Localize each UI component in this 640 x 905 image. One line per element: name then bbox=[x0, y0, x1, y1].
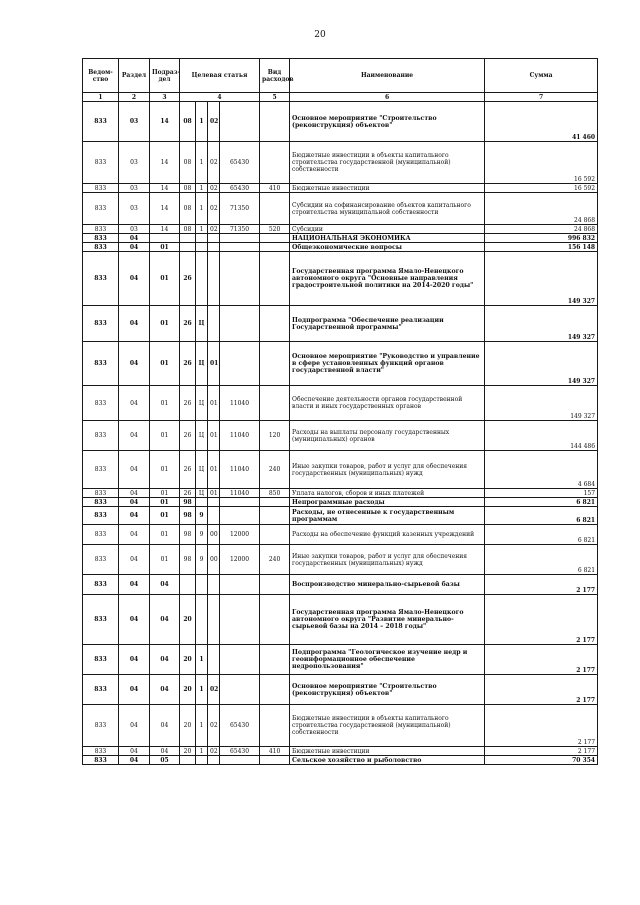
cell-name: Непрограммные расходы bbox=[290, 498, 485, 507]
cell-sum: 24 868 bbox=[485, 193, 598, 225]
cell-vid bbox=[260, 498, 290, 507]
cell-vedomstvo: 833 bbox=[83, 386, 119, 421]
cell-sum: 6 821 bbox=[485, 507, 598, 525]
cell-podrazdel: 04 bbox=[150, 747, 180, 756]
cell-sum: 4 684 bbox=[485, 451, 598, 489]
cell-razdel: 03 bbox=[119, 193, 150, 225]
cell-celevaya-2: 1 bbox=[196, 705, 208, 747]
cell-celevaya-1: 98 bbox=[180, 525, 196, 545]
cell-celevaya-4 bbox=[220, 675, 260, 705]
cell-vid: 850 bbox=[260, 489, 290, 498]
cell-vid bbox=[260, 142, 290, 184]
table-row bbox=[83, 225, 598, 234]
cell-name: Бюджетные инвестиции в объекты капитального строительства государственной (муниципальной) собственности bbox=[290, 142, 485, 184]
cell-celevaya-4: 11040 bbox=[220, 421, 260, 451]
cell-celevaya-1: 26 bbox=[180, 342, 196, 386]
cell-sum: 24 868 bbox=[485, 225, 598, 234]
cell-razdel: 04 bbox=[119, 645, 150, 675]
cell-name: Подпрограмма "Геологическое изучение недр и геоинформационное обеспечение недропользования" bbox=[290, 645, 485, 675]
cell-vedomstvo: 833 bbox=[83, 489, 119, 498]
cell-razdel: 04 bbox=[119, 545, 150, 575]
cell-razdel: 04 bbox=[119, 575, 150, 595]
cell-sum: 149 327 bbox=[485, 252, 598, 306]
table-row bbox=[83, 306, 598, 342]
cell-vid bbox=[260, 102, 290, 142]
cell-celevaya-1: 08 bbox=[180, 193, 196, 225]
cell-razdel: 04 bbox=[119, 595, 150, 645]
cell-celevaya-2 bbox=[196, 595, 208, 645]
cell-razdel: 04 bbox=[119, 525, 150, 545]
cell-vid bbox=[260, 595, 290, 645]
cell-razdel: 03 bbox=[119, 142, 150, 184]
col-number: 1 bbox=[83, 93, 119, 102]
cell-razdel: 04 bbox=[119, 252, 150, 306]
cell-razdel: 04 bbox=[119, 705, 150, 747]
cell-celevaya-2 bbox=[196, 234, 208, 243]
cell-sum: 6 821 bbox=[485, 545, 598, 575]
cell-sum: 2 177 bbox=[485, 675, 598, 705]
cell-vedomstvo: 833 bbox=[83, 193, 119, 225]
cell-celevaya-3: 02 bbox=[208, 225, 220, 234]
cell-podrazdel: 01 bbox=[150, 507, 180, 525]
cell-sum: 149 327 bbox=[485, 386, 598, 421]
table-row bbox=[83, 575, 598, 595]
col-number: 4 bbox=[180, 93, 260, 102]
cell-podrazdel: 01 bbox=[150, 342, 180, 386]
cell-name: Иные закупки товаров, работ и услуг для обеспечения государственных (муниципальных) нужд bbox=[290, 451, 485, 489]
cell-celevaya-4 bbox=[220, 243, 260, 252]
cell-celevaya-1: 20 bbox=[180, 595, 196, 645]
table-row bbox=[83, 184, 598, 193]
cell-vid bbox=[260, 234, 290, 243]
cell-vedomstvo: 833 bbox=[83, 545, 119, 575]
cell-podrazdel: 14 bbox=[150, 102, 180, 142]
cell-vedomstvo: 833 bbox=[83, 342, 119, 386]
cell-vid bbox=[260, 507, 290, 525]
table-row bbox=[83, 252, 598, 306]
cell-celevaya-1 bbox=[180, 234, 196, 243]
cell-celevaya-2: 1 bbox=[196, 102, 208, 142]
cell-vedomstvo: 833 bbox=[83, 595, 119, 645]
table-row bbox=[83, 498, 598, 507]
cell-celevaya-1 bbox=[180, 243, 196, 252]
table-row bbox=[83, 193, 598, 225]
cell-vedomstvo: 833 bbox=[83, 756, 119, 765]
cell-celevaya-3: 00 bbox=[208, 525, 220, 545]
cell-celevaya-4 bbox=[220, 498, 260, 507]
table-row bbox=[83, 525, 598, 545]
cell-podrazdel: 01 bbox=[150, 421, 180, 451]
cell-name: Основное мероприятие "Руководство и управление в сфере установленных функций органов государственной власти" bbox=[290, 342, 485, 386]
cell-vid: 120 bbox=[260, 421, 290, 451]
cell-celevaya-2: 1 bbox=[196, 747, 208, 756]
cell-podrazdel: 04 bbox=[150, 575, 180, 595]
cell-celevaya-4: 11040 bbox=[220, 451, 260, 489]
cell-celevaya-3 bbox=[208, 756, 220, 765]
cell-celevaya-2: Ц bbox=[196, 306, 208, 342]
cell-celevaya-4: 12000 bbox=[220, 525, 260, 545]
cell-name: Основное мероприятие "Строительство (реконструкция) объектов" bbox=[290, 675, 485, 705]
cell-razdel: 04 bbox=[119, 675, 150, 705]
cell-razdel: 03 bbox=[119, 225, 150, 234]
col-header-razdel: Раздел bbox=[119, 59, 150, 93]
cell-vedomstvo: 833 bbox=[83, 645, 119, 675]
cell-celevaya-4 bbox=[220, 645, 260, 675]
cell-sum: 2 177 bbox=[485, 645, 598, 675]
cell-razdel: 03 bbox=[119, 102, 150, 142]
cell-celevaya-3: 02 bbox=[208, 705, 220, 747]
table-row bbox=[83, 747, 598, 756]
cell-celevaya-1: 26 bbox=[180, 306, 196, 342]
cell-celevaya-4: 12000 bbox=[220, 545, 260, 575]
cell-vid bbox=[260, 252, 290, 306]
cell-name: Уплата налогов, сборов и иных платежей bbox=[290, 489, 485, 498]
cell-celevaya-2: 9 bbox=[196, 545, 208, 575]
cell-celevaya-3: 02 bbox=[208, 747, 220, 756]
cell-vedomstvo: 833 bbox=[83, 184, 119, 193]
cell-vid bbox=[260, 525, 290, 545]
cell-celevaya-3: 02 bbox=[208, 675, 220, 705]
cell-sum: 2 177 bbox=[485, 595, 598, 645]
cell-razdel: 04 bbox=[119, 451, 150, 489]
cell-vid bbox=[260, 386, 290, 421]
cell-celevaya-3: 02 bbox=[208, 102, 220, 142]
cell-celevaya-2 bbox=[196, 498, 208, 507]
cell-name: Расходы на выплаты персоналу государственных (муниципальных) органов bbox=[290, 421, 485, 451]
cell-vid: 520 bbox=[260, 225, 290, 234]
cell-vedomstvo: 833 bbox=[83, 306, 119, 342]
col-number: 7 bbox=[485, 93, 598, 102]
table-row bbox=[83, 386, 598, 421]
cell-razdel: 04 bbox=[119, 306, 150, 342]
cell-celevaya-4 bbox=[220, 234, 260, 243]
cell-name: Субсидии на софинансирование объектов капитального строительства муниципальной собственности bbox=[290, 193, 485, 225]
cell-vid bbox=[260, 575, 290, 595]
cell-name: Расходы, не отнесенные к государственным программам bbox=[290, 507, 485, 525]
cell-vid bbox=[260, 243, 290, 252]
cell-vedomstvo: 833 bbox=[83, 747, 119, 756]
cell-sum: 156 148 bbox=[485, 243, 598, 252]
cell-sum: 144 486 bbox=[485, 421, 598, 451]
cell-celevaya-1: 08 bbox=[180, 102, 196, 142]
table-row bbox=[83, 489, 598, 498]
cell-celevaya-4: 71350 bbox=[220, 225, 260, 234]
cell-podrazdel: 04 bbox=[150, 675, 180, 705]
cell-razdel: 04 bbox=[119, 421, 150, 451]
cell-celevaya-4 bbox=[220, 756, 260, 765]
cell-razdel: 04 bbox=[119, 386, 150, 421]
cell-podrazdel: 01 bbox=[150, 243, 180, 252]
cell-celevaya-2: 1 bbox=[196, 645, 208, 675]
cell-celevaya-1: 26 bbox=[180, 489, 196, 498]
cell-celevaya-1 bbox=[180, 756, 196, 765]
cell-sum: 70 354 bbox=[485, 756, 598, 765]
cell-vedomstvo: 833 bbox=[83, 234, 119, 243]
cell-razdel: 04 bbox=[119, 342, 150, 386]
cell-sum: 16 592 bbox=[485, 142, 598, 184]
cell-razdel: 03 bbox=[119, 184, 150, 193]
cell-name: Воспроизводство минерально-сырьевой базы bbox=[290, 575, 485, 595]
cell-celevaya-2: 1 bbox=[196, 184, 208, 193]
cell-vid bbox=[260, 756, 290, 765]
cell-celevaya-4: 65430 bbox=[220, 747, 260, 756]
cell-podrazdel: 04 bbox=[150, 645, 180, 675]
cell-celevaya-2: Ц bbox=[196, 489, 208, 498]
cell-celevaya-1: 26 bbox=[180, 451, 196, 489]
table-row bbox=[83, 421, 598, 451]
cell-celevaya-4: 65430 bbox=[220, 184, 260, 193]
cell-celevaya-3 bbox=[208, 234, 220, 243]
cell-vid bbox=[260, 675, 290, 705]
col-number: 3 bbox=[150, 93, 180, 102]
cell-podrazdel: 04 bbox=[150, 705, 180, 747]
cell-celevaya-3: 02 bbox=[208, 184, 220, 193]
budget-table bbox=[82, 58, 598, 765]
cell-celevaya-2: 9 bbox=[196, 507, 208, 525]
cell-sum: 149 327 bbox=[485, 306, 598, 342]
cell-celevaya-3: 01 bbox=[208, 451, 220, 489]
cell-celevaya-4 bbox=[220, 595, 260, 645]
cell-celevaya-4 bbox=[220, 342, 260, 386]
cell-vid bbox=[260, 645, 290, 675]
cell-vedomstvo: 833 bbox=[83, 525, 119, 545]
cell-celevaya-3 bbox=[208, 252, 220, 306]
cell-razdel: 04 bbox=[119, 507, 150, 525]
col-header-celevaya: Целевая статья bbox=[180, 59, 260, 93]
table-row bbox=[83, 342, 598, 386]
col-header-vedomstvo: Ведом- ство bbox=[83, 59, 119, 93]
cell-celevaya-1: 26 bbox=[180, 386, 196, 421]
cell-sum: 2 177 bbox=[485, 575, 598, 595]
cell-celevaya-4: 71350 bbox=[220, 193, 260, 225]
cell-name: НАЦИОНАЛЬНАЯ ЭКОНОМИКА bbox=[290, 234, 485, 243]
cell-vedomstvo: 833 bbox=[83, 225, 119, 234]
cell-sum: 996 832 bbox=[485, 234, 598, 243]
cell-celevaya-3 bbox=[208, 498, 220, 507]
col-header-sum: Сумма bbox=[485, 59, 598, 93]
cell-celevaya-1: 08 bbox=[180, 142, 196, 184]
cell-celevaya-1: 20 bbox=[180, 747, 196, 756]
cell-vid: 410 bbox=[260, 184, 290, 193]
cell-celevaya-4: 65430 bbox=[220, 142, 260, 184]
cell-celevaya-1: 20 bbox=[180, 675, 196, 705]
table-row bbox=[83, 142, 598, 184]
cell-vedomstvo: 833 bbox=[83, 252, 119, 306]
cell-celevaya-4: 65430 bbox=[220, 705, 260, 747]
cell-celevaya-1: 20 bbox=[180, 645, 196, 675]
table-row bbox=[83, 234, 598, 243]
cell-celevaya-4 bbox=[220, 507, 260, 525]
cell-sum: 149 327 bbox=[485, 342, 598, 386]
cell-celevaya-2: Ц bbox=[196, 421, 208, 451]
cell-podrazdel: 01 bbox=[150, 306, 180, 342]
table-row bbox=[83, 675, 598, 705]
cell-razdel: 04 bbox=[119, 756, 150, 765]
cell-celevaya-2: 1 bbox=[196, 142, 208, 184]
col-header-name: Наименование bbox=[290, 59, 485, 93]
cell-celevaya-3 bbox=[208, 306, 220, 342]
cell-vid: 240 bbox=[260, 451, 290, 489]
cell-razdel: 04 bbox=[119, 498, 150, 507]
cell-celevaya-3: 01 bbox=[208, 386, 220, 421]
cell-name: Субсидии bbox=[290, 225, 485, 234]
cell-vedomstvo: 833 bbox=[83, 243, 119, 252]
cell-celevaya-2 bbox=[196, 243, 208, 252]
cell-razdel: 04 bbox=[119, 243, 150, 252]
cell-podrazdel: 01 bbox=[150, 525, 180, 545]
cell-vedomstvo: 833 bbox=[83, 498, 119, 507]
cell-podrazdel: 05 bbox=[150, 756, 180, 765]
table-row bbox=[83, 102, 598, 142]
cell-celevaya-1: 98 bbox=[180, 507, 196, 525]
cell-celevaya-3 bbox=[208, 645, 220, 675]
cell-vedomstvo: 833 bbox=[83, 142, 119, 184]
cell-podrazdel: 14 bbox=[150, 142, 180, 184]
cell-podrazdel: 01 bbox=[150, 545, 180, 575]
cell-vid bbox=[260, 193, 290, 225]
cell-podrazdel: 01 bbox=[150, 252, 180, 306]
cell-razdel: 04 bbox=[119, 489, 150, 498]
cell-name: Бюджетные инвестиции bbox=[290, 747, 485, 756]
col-number: 5 bbox=[260, 93, 290, 102]
table-row bbox=[83, 756, 598, 765]
cell-celevaya-3: 00 bbox=[208, 545, 220, 575]
table-row bbox=[83, 507, 598, 525]
cell-sum: 157 bbox=[485, 489, 598, 498]
cell-podrazdel: 01 bbox=[150, 498, 180, 507]
cell-vedomstvo: 833 bbox=[83, 675, 119, 705]
cell-celevaya-1: 98 bbox=[180, 545, 196, 575]
cell-podrazdel: 01 bbox=[150, 386, 180, 421]
column-number-row bbox=[83, 93, 598, 102]
cell-vedomstvo: 833 bbox=[83, 575, 119, 595]
cell-vid: 410 bbox=[260, 747, 290, 756]
cell-vid bbox=[260, 306, 290, 342]
cell-podrazdel: 14 bbox=[150, 184, 180, 193]
page-number: 20 bbox=[314, 30, 326, 40]
cell-celevaya-3: 01 bbox=[208, 342, 220, 386]
cell-celevaya-2 bbox=[196, 252, 208, 306]
cell-razdel: 04 bbox=[119, 234, 150, 243]
cell-sum: 2 177 bbox=[485, 747, 598, 756]
cell-vedomstvo: 833 bbox=[83, 421, 119, 451]
cell-celevaya-4: 11040 bbox=[220, 489, 260, 498]
table-body bbox=[83, 102, 598, 765]
cell-celevaya-2: Ц bbox=[196, 451, 208, 489]
cell-celevaya-1: 08 bbox=[180, 225, 196, 234]
cell-celevaya-1: 26 bbox=[180, 421, 196, 451]
cell-celevaya-3: 02 bbox=[208, 193, 220, 225]
cell-podrazdel: 14 bbox=[150, 225, 180, 234]
cell-name: Обеспечение деятельности органов государственной власти и иных государственных органов bbox=[290, 386, 485, 421]
cell-sum: 41 460 bbox=[485, 102, 598, 142]
cell-name: Государственная программа Ямало-Ненецкого автономного округа "Развитие минерально-сырьевой базы на 2014 – 2018 годы" bbox=[290, 595, 485, 645]
cell-celevaya-4 bbox=[220, 252, 260, 306]
cell-vedomstvo: 833 bbox=[83, 451, 119, 489]
cell-name: Иные закупки товаров, работ и услуг для обеспечения государственных (муниципальных) нужд bbox=[290, 545, 485, 575]
cell-name: Сельское хозяйство и рыболовство bbox=[290, 756, 485, 765]
cell-vedomstvo: 833 bbox=[83, 705, 119, 747]
cell-celevaya-2 bbox=[196, 575, 208, 595]
cell-name: Расходы на обеспечение функций казенных учреждений bbox=[290, 525, 485, 545]
table-row bbox=[83, 645, 598, 675]
table-row bbox=[83, 451, 598, 489]
cell-podrazdel: 01 bbox=[150, 489, 180, 498]
table-row bbox=[83, 243, 598, 252]
cell-celevaya-3: 01 bbox=[208, 489, 220, 498]
cell-sum: 6 821 bbox=[485, 525, 598, 545]
cell-celevaya-1: 98 bbox=[180, 498, 196, 507]
cell-name: Подпрограмма "Обеспечение реализации Государственной программы" bbox=[290, 306, 485, 342]
cell-celevaya-2: 9 bbox=[196, 525, 208, 545]
cell-celevaya-2: 1 bbox=[196, 193, 208, 225]
cell-sum: 2 177 bbox=[485, 705, 598, 747]
cell-name: Общеэкономические вопросы bbox=[290, 243, 485, 252]
table-header-row bbox=[83, 59, 598, 93]
cell-celevaya-2: Ц bbox=[196, 386, 208, 421]
cell-celevaya-3: 01 bbox=[208, 421, 220, 451]
cell-celevaya-3 bbox=[208, 507, 220, 525]
cell-vedomstvo: 833 bbox=[83, 102, 119, 142]
table-row bbox=[83, 545, 598, 575]
cell-sum: 6 821 bbox=[485, 498, 598, 507]
cell-celevaya-1: 08 bbox=[180, 184, 196, 193]
cell-razdel: 04 bbox=[119, 747, 150, 756]
cell-celevaya-2: Ц bbox=[196, 342, 208, 386]
cell-celevaya-1: 26 bbox=[180, 252, 196, 306]
cell-celevaya-2: 1 bbox=[196, 225, 208, 234]
cell-vedomstvo: 833 bbox=[83, 507, 119, 525]
cell-podrazdel bbox=[150, 234, 180, 243]
cell-vid: 240 bbox=[260, 545, 290, 575]
cell-name: Основное мероприятие "Строительство (реконструкция) объектов" bbox=[290, 102, 485, 142]
cell-sum: 16 592 bbox=[485, 184, 598, 193]
cell-vid bbox=[260, 705, 290, 747]
cell-celevaya-4 bbox=[220, 575, 260, 595]
cell-celevaya-3 bbox=[208, 243, 220, 252]
cell-celevaya-4: 11040 bbox=[220, 386, 260, 421]
cell-name: Бюджетные инвестиции в объекты капитального строительства государственной (муниципальной) собственности bbox=[290, 705, 485, 747]
cell-celevaya-1: 20 bbox=[180, 705, 196, 747]
cell-podrazdel: 04 bbox=[150, 595, 180, 645]
cell-celevaya-3: 02 bbox=[208, 142, 220, 184]
col-number: 2 bbox=[119, 93, 150, 102]
table-row bbox=[83, 705, 598, 747]
cell-name: Государственная программа Ямало-Ненецкого автономного округа "Основные направления градостроительной политики на 2014-2020 годы" bbox=[290, 252, 485, 306]
col-header-podrazdel: Подраз- дел bbox=[150, 59, 180, 93]
table-row bbox=[83, 595, 598, 645]
cell-celevaya-3 bbox=[208, 595, 220, 645]
cell-vid bbox=[260, 342, 290, 386]
col-header-vid: Вид расходов bbox=[260, 59, 290, 93]
cell-podrazdel: 14 bbox=[150, 193, 180, 225]
col-number: 6 bbox=[290, 93, 485, 102]
cell-celevaya-3 bbox=[208, 575, 220, 595]
cell-celevaya-4 bbox=[220, 306, 260, 342]
cell-celevaya-1 bbox=[180, 575, 196, 595]
cell-celevaya-4 bbox=[220, 102, 260, 142]
cell-podrazdel: 01 bbox=[150, 451, 180, 489]
cell-name: Бюджетные инвестиции bbox=[290, 184, 485, 193]
cell-celevaya-2 bbox=[196, 756, 208, 765]
cell-celevaya-2: 1 bbox=[196, 675, 208, 705]
